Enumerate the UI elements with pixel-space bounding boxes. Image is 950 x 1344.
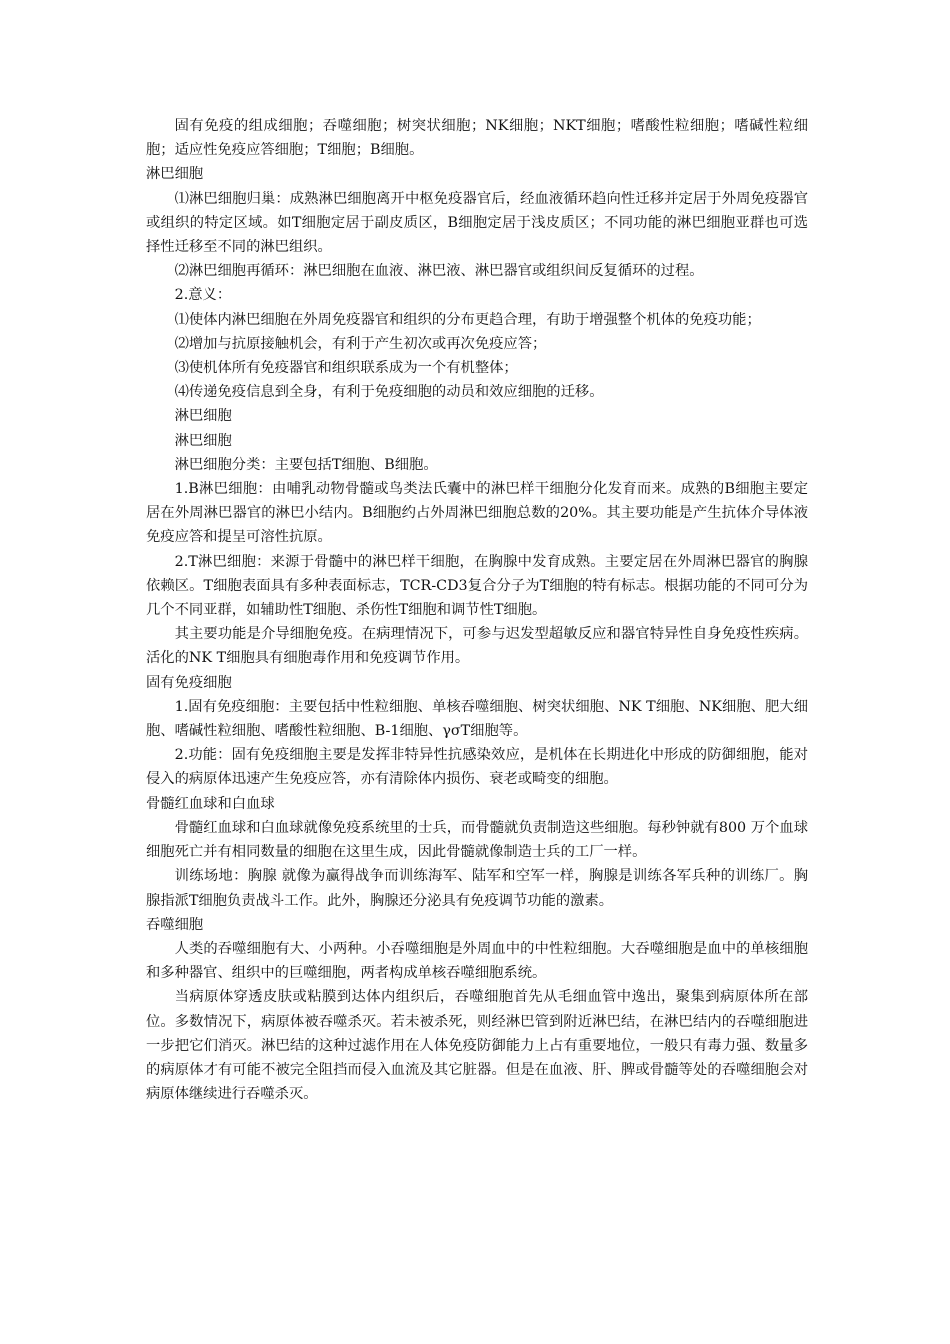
- heading-bone-marrow: 骨髓红血球和白血球: [146, 795, 275, 812]
- paragraph-innate-cells: 固有免疫的组成细胞；吞噬细胞；树突状细胞；NK细胞；NKT细胞；嗜酸性粒细胞；嗜碱性粒细胞；适应性免疫应答细胞；T细胞；B细胞。: [146, 118, 808, 159]
- paragraph-recirculation: ⑵淋巴细胞再循环：淋巴细胞在血液、淋巴液、淋巴器官或组织间反复循环的过程。: [174, 263, 704, 280]
- heading-innate-cells: 固有免疫细胞: [146, 674, 232, 691]
- subheading-lymphocyte-1: 淋巴细胞: [174, 408, 232, 425]
- subheading-lymphocyte-2: 淋巴细胞: [174, 432, 232, 449]
- paragraph-t-cell-function: 其主要功能是介导细胞免疫。在病理情况下，可参与迟发型超敏反应和器官特异性自身免疫性疾病。活化的NK T细胞具有细胞毒作用和免疫调节作用。: [146, 626, 808, 667]
- paragraph-t-cell: 2.T淋巴细胞：来源于骨髓中的淋巴样干细胞，在胸腺中发育成熟。主要定居在外周淋巴器官的胸腺依赖区。T细胞表面具有多种表面标志，TCR-CD3复合分子为T细胞的特有标志。根据功能的不同可分为几个不同亚群，如辅助性T细胞、杀伤性T细胞和调节性T细胞。: [146, 553, 808, 619]
- paragraph-innate-function: 2.功能：固有免疫细胞主要是发挥非特异性抗感染效应，是机体在长期进化中形成的防御细胞，能对侵入的病原体迅速产生免疫应答，亦有清除体内损伤、衰老或畸变的细胞。: [146, 747, 808, 788]
- paragraph-significance-4: ⑷传递免疫信息到全身，有利于免疫细胞的动员和效应细胞的迁移。: [174, 384, 604, 401]
- paragraph-homing: ⑴淋巴细胞归巢：成熟淋巴细胞离开中枢免疫器官后，经血液循环趋向性迁移并定居于外周免疫器官或组织的特定区域。如T细胞定居于副皮质区，B细胞定居于浅皮质区；不同功能的淋巴细胞亚群也可选择性迁移至不同的淋巴组织。: [146, 190, 808, 256]
- paragraph-significance-2: ⑵增加与抗原接触机会，有利于产生初次或再次免疫应答；: [174, 335, 547, 352]
- paragraph-bone-marrow: 骨髓红血球和白血球就像免疫系统里的士兵，而骨髓就负责制造这些细胞。每秒钟就有800 万个血球细胞死亡并有相同数量的细胞在这里生成，因此骨髓就像制造士兵的工厂一样。: [146, 819, 808, 861]
- paragraph-significance-title: 2.意义：: [174, 287, 232, 304]
- heading-lymphocyte: 淋巴细胞: [146, 166, 204, 183]
- paragraph-significance-1: ⑴使体内淋巴细胞在外周免疫器官和组织的分布更趋合理，有助于增强整个机体的免疫功能；: [174, 311, 761, 328]
- paragraph-thymus: 训练场地：胸腺 就像为赢得战争而训练海军、陆军和空军一样，胸腺是训练各军兵种的训练厂。胸腺指派T细胞负责战斗工作。此外，胸腺还分泌具有免疫调节功能的激素。: [146, 868, 808, 909]
- paragraph-phagocyte-types: 人类的吞噬细胞有大、小两种。小吞噬细胞是外周血中的中性粒细胞。大吞噬细胞是血中的单核细胞和多种器官、组织中的巨噬细胞，两者构成单核吞噬细胞系统。: [146, 940, 808, 982]
- heading-phagocyte: 吞噬细胞: [146, 916, 204, 933]
- paragraph-classification: 淋巴细胞分类：主要包括T细胞、B细胞。: [174, 456, 438, 473]
- document-body: [146, 114, 808, 1106]
- paragraph-b-cell: 1.B淋巴细胞：由哺乳动物骨髓或鸟类法氏囊中的淋巴样干细胞分化发育而来。成熟的B细胞主要定居在外周淋巴器官的淋巴小结内。B细胞约占外周淋巴细胞总数的20%。其主要功能是产生抗体介导体液免疫应答和提呈可溶性抗原。: [146, 481, 808, 546]
- paragraph-significance-3: ⑶使机体所有免疫器官和组织联系成为一个有机整体；: [174, 360, 518, 377]
- paragraph-innate-list: 1.固有免疫细胞：主要包括中性粒细胞、单核吞噬细胞、树突状细胞、NK T细胞、NK细胞、肥大细胞、嗜碱性粒细胞、嗜酸性粒细胞、B-1细胞、γσT细胞等。: [146, 698, 808, 740]
- paragraph-phagocyte-process: 当病原体穿透皮肤或粘膜到达体内组织后，吞噬细胞首先从毛细血管中逸出，聚集到病原体所在部位。多数情况下，病原体被吞噬杀灭。若未被杀死，则经淋巴管到附近淋巴结，在淋巴结内的吞噬细胞进一步把它们消灭。淋巴结的这种过滤作用在人体免疫防御能力上占有重要地位，一般只有毒力强、数量多的病原体才有可能不被完全阻挡而侵入血流及其它脏器。但是在血液、肝、脾或骨髓等处的吞噬细胞会对病原体继续进行吞噬杀灭。: [146, 989, 808, 1103]
